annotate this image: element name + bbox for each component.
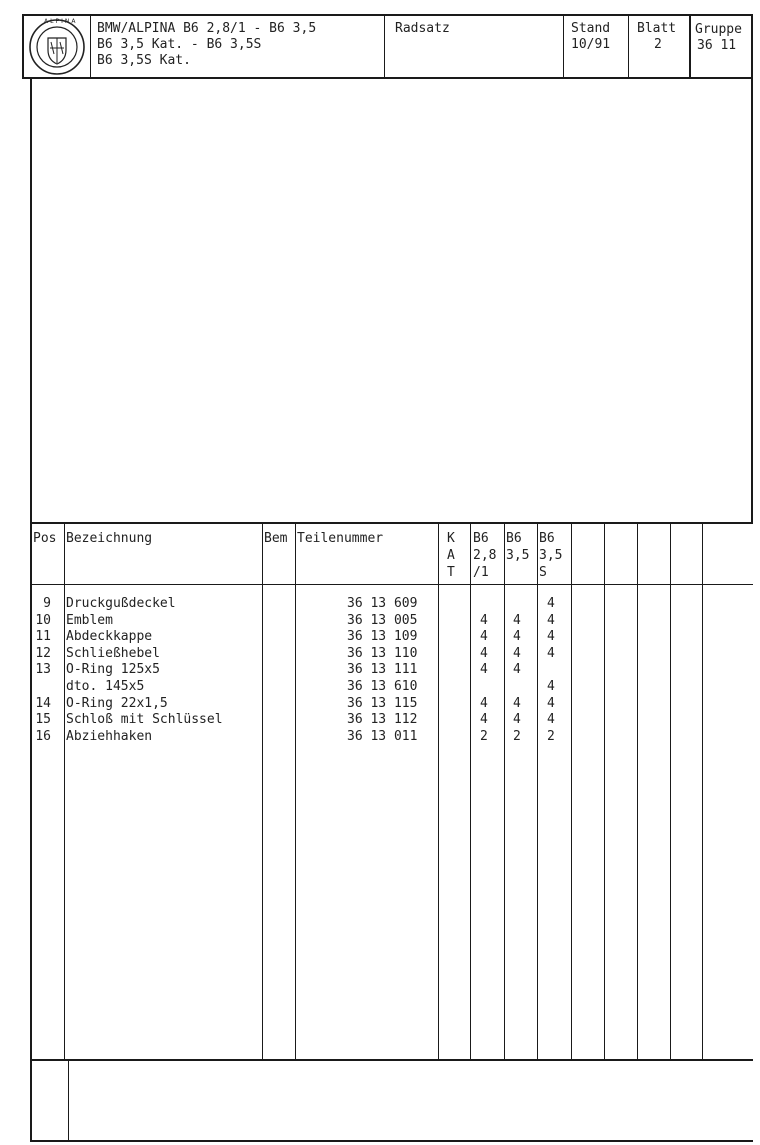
col-header-b6-35-2: 3,5 <box>506 548 530 563</box>
cell-b6-28: 4 <box>480 612 488 628</box>
cell-b6-28: 2 <box>480 728 488 744</box>
cell-b6-35s: 4 <box>547 712 555 728</box>
model-line-1: BMW/ALPINA B6 2,8/1 - B6 3,5 <box>97 21 317 36</box>
cell-pos: 12 <box>35 645 51 661</box>
cell-b6-35: 2 <box>513 728 521 744</box>
col-header-b6-35s-2: 3,5 <box>539 548 563 563</box>
cell-b6-28: 4 <box>480 645 488 661</box>
section-title: Radsatz <box>395 21 450 36</box>
cell-pos: 16 <box>35 728 51 744</box>
col-header-b6-28-1: B6 <box>473 531 489 546</box>
cell-teilenummer: 36 13 610 <box>347 679 418 694</box>
cell-bezeichnung: Schloß mit Schlüssel <box>66 712 223 728</box>
cell-b6-35s: 2 <box>547 728 555 744</box>
cell-b6-35: 4 <box>513 629 521 645</box>
gruppe-value: 36 11 <box>697 38 737 53</box>
gruppe-label: Gruppe <box>695 22 742 37</box>
col-header-kat-3: T <box>447 565 455 580</box>
col-header-kat-2: A <box>447 548 455 563</box>
cell-teilenummer: 36 13 109 <box>347 629 418 645</box>
cell-bezeichnung: Abdeckkappe <box>66 629 153 645</box>
cell-b6-28: 4 <box>480 629 488 645</box>
cell-teilenummer: 36 13 005 <box>347 612 418 628</box>
cell-teilenummer: 36 13 609 <box>347 596 418 611</box>
cell-b6-35: 4 <box>513 662 521 678</box>
drawing-area <box>32 79 751 522</box>
cell-b6-35s: 4 <box>547 695 555 711</box>
cell-teilenummer: 36 13 112 <box>347 712 418 728</box>
cell-pos: 11 <box>35 629 51 645</box>
col-header-pos: Pos <box>33 531 57 546</box>
cell-b6-35: 4 <box>513 612 521 628</box>
col-header-bezeichnung: Bezeichnung <box>66 531 153 546</box>
alpina-logo <box>28 18 86 76</box>
col-header-b6-28-3: /1 <box>473 565 489 580</box>
model-line-3: B6 3,5S Kat. <box>97 53 191 68</box>
cell-b6-35: 4 <box>513 645 521 661</box>
cell-bezeichnung: Schließhebel <box>66 645 160 661</box>
stand-value: 10/91 <box>571 37 611 52</box>
cell-b6-35s: 4 <box>547 679 555 694</box>
col-header-bem: Bem <box>264 531 288 546</box>
model-line-2: B6 3,5 Kat. - B6 3,5S <box>97 37 262 52</box>
cell-bezeichnung: Abziehhaken <box>66 728 153 744</box>
cell-bezeichnung: dto. 145x5 <box>66 679 145 694</box>
cell-pos: 10 <box>35 612 51 628</box>
col-header-kat-1: K <box>447 531 455 546</box>
cell-teilenummer: 36 13 011 <box>347 728 418 744</box>
stand-label: Stand <box>571 21 611 36</box>
col-header-b6-35-1: B6 <box>506 531 522 546</box>
cell-b6-35s: 4 <box>547 596 555 611</box>
blatt-value: 2 <box>654 37 662 52</box>
cell-b6-35s: 4 <box>547 612 555 628</box>
cell-b6-35: 4 <box>513 695 521 711</box>
cell-b6-28: 4 <box>480 712 488 728</box>
cell-bezeichnung: O-Ring 22x1,5 <box>66 695 168 711</box>
cell-bezeichnung: Emblem <box>66 612 113 628</box>
cell-pos: 9 <box>43 596 51 611</box>
cell-pos: 15 <box>35 712 51 728</box>
cell-teilenummer: 36 13 111 <box>347 662 418 678</box>
cell-bezeichnung: O-Ring 125x5 <box>66 662 160 678</box>
col-header-b6-35s-1: B6 <box>539 531 555 546</box>
cell-teilenummer: 36 13 115 <box>347 695 418 711</box>
cell-teilenummer: 36 13 110 <box>347 645 418 661</box>
cell-pos: 13 <box>35 662 51 678</box>
cell-b6-35s: 4 <box>547 645 555 661</box>
logo-text: ALPINA <box>44 18 78 25</box>
cell-bezeichnung: Druckgußdeckel <box>66 596 176 611</box>
cell-b6-28: 4 <box>480 662 488 678</box>
cell-b6-35s: 4 <box>547 629 555 645</box>
blatt-label: Blatt <box>637 21 677 36</box>
col-header-b6-28-2: 2,8 <box>473 548 497 563</box>
cell-b6-35: 4 <box>513 712 521 728</box>
col-header-b6-35s-3: S <box>539 565 547 580</box>
col-header-teilenummer: Teilenummer <box>297 531 384 546</box>
cell-b6-28: 4 <box>480 695 488 711</box>
cell-pos: 14 <box>35 695 51 711</box>
